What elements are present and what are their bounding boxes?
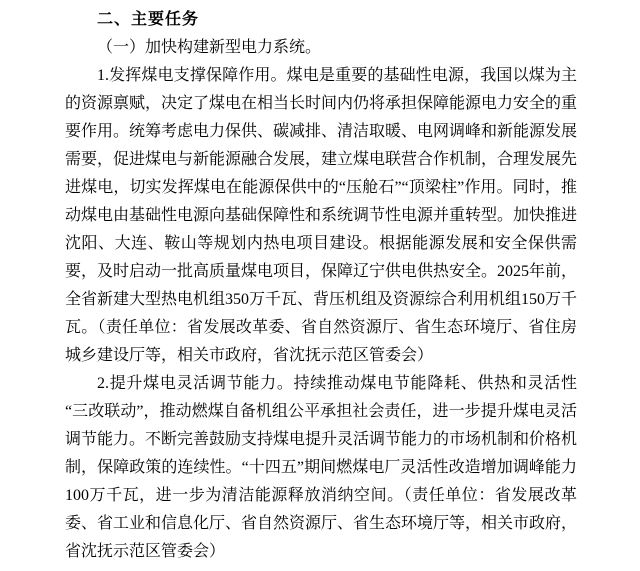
task-2-paragraph: 2.提升煤电灵活调节能力。持续推动煤电节能降耗、供热和灵活性“三改联动”，推动燃煤自备机组公平承担社会责任，进一步提升煤电灵活调节能力。不断完善鼓励支持煤电提升灵活调节能力的市场机制和价格机制，保障政策的连续性。“十四五”期间燃煤电厂灵活性改造增加调峰能力100万千瓦，进一步为清洁能源释放消纳空间。（责任单位：省发展改革委、省工业和信息化厅、省自然资源厅、省生态环境厅等，相关市政府，省沈抚示范区管委会） — [65, 375, 578, 560]
document-page — [65, 6, 577, 566]
subsection-title-paragraph: （一）加快构建新型电力系统。 — [97, 39, 322, 56]
task-1-paragraph: 1.发挥煤电支撑保障作用。煤电是重要的基础性电源，我国以煤为主的资源禀赋，决定了煤电在相当长时间内仍将承担保障能源电力安全的重要作用。统筹考虑电力保供、碳减排、清洁取暖、电网调峰和新能源发展需要，促进煤电与新能源融合发展，建立煤电联营合作机制，合理发展先进煤电，切实发挥煤电在能源保供中的“压舱石”“顶梁柱”作用。同时，推动煤电由基础性电源向基础保障性和系统调节性电源并重转型。加快推进沈阳、大连、鞍山等规划内热电项目建设。根据能源发展和安全保供需要，及时启动一批高质量煤电项目，保障辽宁供电供热安全。2025年前，全省新建大型热电机组350万千瓦、背压机组及资源综合利用机组150万千瓦。（责任单位：省发展改革委、省自然资源厅、省生态环境厅、省住房城乡建设厅等，相关市政府，省沈抚示范区管委会） — [65, 67, 578, 364]
section-heading: 二、主要任务 — [97, 11, 200, 28]
